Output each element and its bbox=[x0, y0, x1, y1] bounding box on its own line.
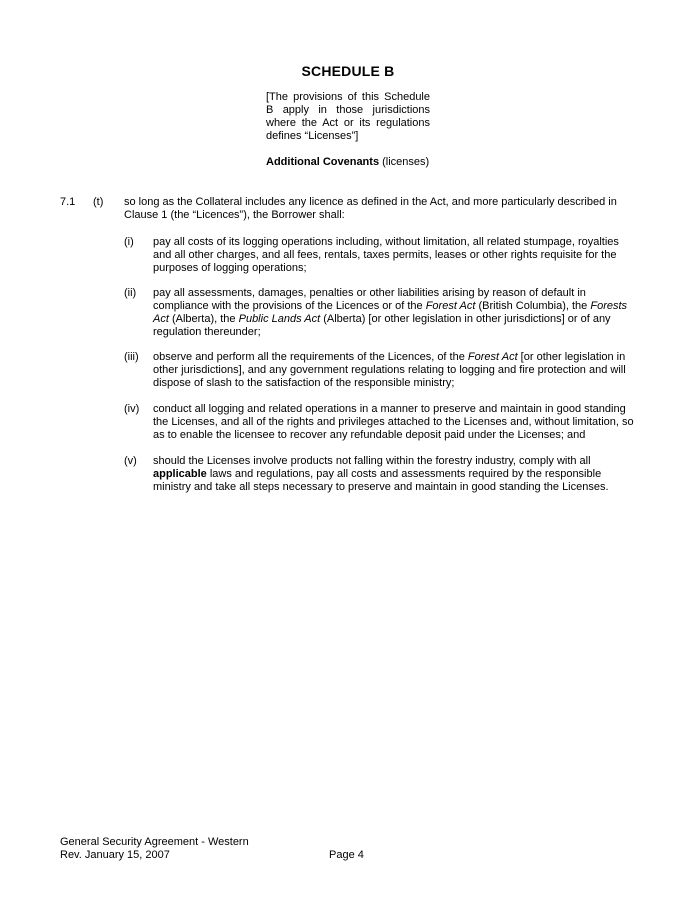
statute-name: Forests Act bbox=[153, 300, 628, 325]
covenants-heading-bold: Additional Covenants bbox=[266, 156, 380, 168]
section-number: 7.1 bbox=[60, 196, 76, 208]
applicability-note: [The provisions of this Schedule B apply in those jurisdictions where the Act or its regulations defines “Licenses”] bbox=[266, 91, 430, 142]
item-text-part: laws and regulations, pay all costs and assessments required by the responsible ministry and take all steps necessary to preserve and maintain in good standing the Licenses. bbox=[153, 468, 609, 493]
statute-name: Public Lands Act bbox=[238, 313, 321, 325]
item-text-part: (British Columbia), the bbox=[475, 300, 591, 312]
item-number: (ii) bbox=[124, 287, 137, 299]
list-item bbox=[153, 287, 638, 339]
footer-document-name: General Security Agreement - Western bbox=[60, 836, 249, 848]
page-number: Page 4 bbox=[329, 849, 364, 861]
page-footer bbox=[60, 836, 249, 862]
item-text-part: pay all assessments, damages, penalties or other liabilities arising by reason of default in compliance with the provisions of the Licences or of the bbox=[153, 287, 586, 312]
list-item: conduct all logging and related operations in a manner to preserve and maintain in good standing the Licenses, and all of the rights and privileges attached to the Licenses and, without limitation, so as to enable the licensee to recover any refundable deposit paid under the Licenses; and bbox=[153, 403, 634, 441]
item-text-part: [or other legislation in other jurisdictions], and any government regulations relating to logging and fire protection and will dispose of slash to the satisfaction of the responsible ministry; bbox=[153, 351, 626, 389]
item-number: (iii) bbox=[124, 351, 139, 363]
item-text-part: should the Licenses involve products not falling within the forestry industry, comply with all bbox=[153, 455, 591, 467]
list-item bbox=[153, 455, 638, 494]
covenants-heading bbox=[266, 156, 429, 169]
list-item: pay all costs of its logging operations including, without limitation, all related stumpage, royalties and all other charges, and all fees, rentals, taxes permits, leases or other rights requisite for the purposes of logging operations; bbox=[153, 236, 619, 274]
item-text-part: (Alberta) [or other legislation in other jurisdictions] or of any regulation thereunder; bbox=[153, 313, 611, 338]
item-number: (iv) bbox=[124, 403, 140, 415]
list-item bbox=[153, 351, 638, 390]
item-number: (v) bbox=[124, 455, 137, 467]
item-text-part: observe and perform all the requirements of the Licences, of the bbox=[153, 351, 468, 363]
section-letter: (t) bbox=[93, 196, 104, 208]
section-intro: so long as the Collateral includes any licence as defined in the Act, and more particularly described in Clause 1 (the “Licences”), the Borrower shall: bbox=[124, 196, 617, 221]
covenants-heading-rest: (licenses) bbox=[379, 156, 430, 168]
statute-name: Forest Act bbox=[467, 351, 518, 363]
page-title: SCHEDULE B bbox=[301, 63, 395, 79]
footer-revision-date: Rev. January 15, 2007 bbox=[60, 849, 170, 861]
statute-name: Forest Act bbox=[425, 300, 476, 312]
item-text-part: (Alberta), the bbox=[168, 313, 239, 325]
item-number: (i) bbox=[124, 236, 134, 248]
emphasis-text: applicable bbox=[153, 468, 207, 480]
